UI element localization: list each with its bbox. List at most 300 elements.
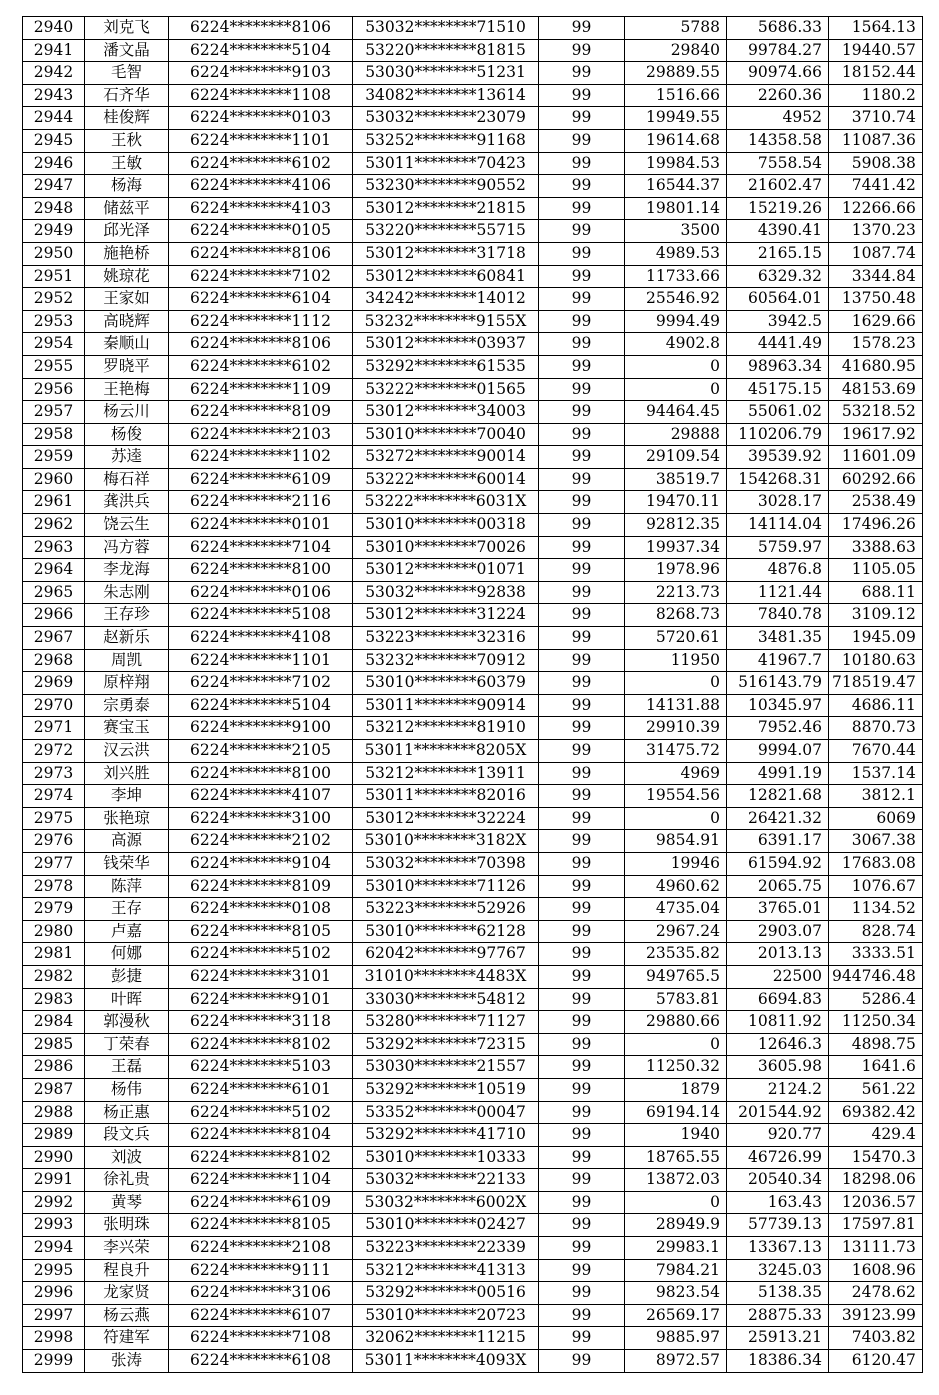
card-number-cell: 6224********1102 [169,446,353,469]
id-number-cell: 53010********62128 [353,920,539,943]
row-index-cell: 2970 [23,694,85,717]
amount-b-cell: 7558.54 [727,152,829,175]
card-number-cell: 6224********6109 [169,468,353,491]
code-cell: 99 [539,17,625,40]
row-index-cell: 2998 [23,1327,85,1350]
row-index-cell: 2967 [23,627,85,650]
amount-c-cell: 69382.42 [829,1101,923,1124]
table-row [23,39,923,62]
amount-b-cell: 2260.36 [727,84,829,107]
row-index-cell: 2968 [23,649,85,672]
name-cell: 高晓辉 [85,310,169,333]
id-number-cell: 34242********14012 [353,288,539,311]
row-index-cell: 2961 [23,491,85,514]
card-number-cell: 6224********5104 [169,694,353,717]
amount-c-cell: 1629.66 [829,310,923,333]
code-cell: 99 [539,1033,625,1056]
card-number-cell: 6224********2116 [169,491,353,514]
id-number-cell: 53352********00047 [353,1101,539,1124]
row-index-cell: 2952 [23,288,85,311]
row-index-cell: 2969 [23,672,85,695]
amount-c-cell: 10180.63 [829,649,923,672]
name-cell: 宗勇泰 [85,694,169,717]
amount-c-cell: 718519.47 [829,672,923,695]
row-index-cell: 2943 [23,84,85,107]
card-number-cell: 6224********3118 [169,1011,353,1034]
amount-b-cell: 3245.03 [727,1259,829,1282]
card-number-cell: 6224********6108 [169,1350,353,1373]
row-index-cell: 2940 [23,17,85,40]
id-number-cell: 53292********00516 [353,1282,539,1305]
amount-a-cell: 1879 [625,1078,727,1101]
name-cell: 杨伟 [85,1078,169,1101]
amount-b-cell: 45175.15 [727,378,829,401]
amount-c-cell: 15470.3 [829,1146,923,1169]
amount-b-cell: 110206.79 [727,423,829,446]
code-cell: 99 [539,491,625,514]
name-cell: 王艳梅 [85,378,169,401]
row-index-cell: 2988 [23,1101,85,1124]
amount-b-cell: 4441.49 [727,333,829,356]
id-number-cell: 53012********21815 [353,197,539,220]
card-number-cell: 6224********4108 [169,627,353,650]
table-row [23,1169,923,1192]
id-number-cell: 53230********90552 [353,175,539,198]
code-cell: 99 [539,852,625,875]
card-number-cell: 6224********7102 [169,672,353,695]
code-cell: 99 [539,129,625,152]
row-index-cell: 2942 [23,62,85,85]
card-number-cell: 6224********4107 [169,785,353,808]
name-cell: 杨云燕 [85,1304,169,1327]
amount-b-cell: 2013.13 [727,943,829,966]
amount-c-cell: 1564.13 [829,17,923,40]
id-number-cell: 53212********81910 [353,717,539,740]
code-cell: 99 [539,220,625,243]
table-row [23,1191,923,1214]
row-index-cell: 2987 [23,1078,85,1101]
name-cell: 毛智 [85,62,169,85]
row-index-cell: 2949 [23,220,85,243]
row-index-cell: 2997 [23,1304,85,1327]
amount-c-cell: 41680.95 [829,355,923,378]
table-body [23,17,923,1373]
amount-c-cell: 11601.09 [829,446,923,469]
table-row [23,581,923,604]
amount-a-cell: 19937.34 [625,536,727,559]
code-cell: 99 [539,152,625,175]
row-index-cell: 2953 [23,310,85,333]
amount-b-cell: 60564.01 [727,288,829,311]
amount-c-cell: 561.22 [829,1078,923,1101]
amount-b-cell: 22500 [727,965,829,988]
name-cell: 王敏 [85,152,169,175]
amount-b-cell: 25913.21 [727,1327,829,1350]
code-cell: 99 [539,39,625,62]
code-cell: 99 [539,988,625,1011]
amount-c-cell: 6120.47 [829,1350,923,1373]
amount-a-cell: 19470.11 [625,491,727,514]
amount-a-cell: 11250.32 [625,1056,727,1079]
amount-c-cell: 12266.66 [829,197,923,220]
card-number-cell: 6224********8105 [169,920,353,943]
amount-b-cell: 9994.07 [727,740,829,763]
name-cell: 李坤 [85,785,169,808]
amount-a-cell: 0 [625,378,727,401]
amount-a-cell: 4969 [625,762,727,785]
amount-b-cell: 7952.46 [727,717,829,740]
code-cell: 99 [539,559,625,582]
row-index-cell: 2973 [23,762,85,785]
code-cell: 99 [539,1056,625,1079]
card-number-cell: 6224********9111 [169,1259,353,1282]
amount-b-cell: 3765.01 [727,898,829,921]
amount-b-cell: 2165.15 [727,242,829,265]
card-number-cell: 6224********6101 [169,1078,353,1101]
amount-a-cell: 4960.62 [625,875,727,898]
amount-a-cell: 9823.54 [625,1282,727,1305]
amount-a-cell: 29889.55 [625,62,727,85]
name-cell: 叶晖 [85,988,169,1011]
amount-b-cell: 10345.97 [727,694,829,717]
amount-c-cell: 1105.05 [829,559,923,582]
amount-b-cell: 21602.47 [727,175,829,198]
id-number-cell: 53280********71127 [353,1011,539,1034]
row-index-cell: 2958 [23,423,85,446]
amount-a-cell: 5720.61 [625,627,727,650]
amount-a-cell: 8268.73 [625,604,727,627]
id-number-cell: 53032********23079 [353,107,539,130]
id-number-cell: 53010********00318 [353,514,539,537]
row-index-cell: 2993 [23,1214,85,1237]
id-number-cell: 53010********70040 [353,423,539,446]
code-cell: 99 [539,717,625,740]
amount-c-cell: 429.4 [829,1124,923,1147]
code-cell: 99 [539,468,625,491]
id-number-cell: 53292********72315 [353,1033,539,1056]
amount-b-cell: 2065.75 [727,875,829,898]
amount-b-cell: 3481.35 [727,627,829,650]
amount-b-cell: 5759.97 [727,536,829,559]
table-row [23,762,923,785]
row-index-cell: 2972 [23,740,85,763]
table-row [23,468,923,491]
amount-a-cell: 23535.82 [625,943,727,966]
id-number-cell: 53222********01565 [353,378,539,401]
amount-b-cell: 3028.17 [727,491,829,514]
amount-b-cell: 4991.19 [727,762,829,785]
amount-a-cell: 14131.88 [625,694,727,717]
amount-c-cell: 1180.2 [829,84,923,107]
table-row [23,355,923,378]
name-cell: 冯方蓉 [85,536,169,559]
row-index-cell: 2991 [23,1169,85,1192]
card-number-cell: 6224********8100 [169,559,353,582]
amount-b-cell: 57739.13 [727,1214,829,1237]
amount-b-cell: 154268.31 [727,468,829,491]
amount-a-cell: 0 [625,355,727,378]
card-number-cell: 6224********5104 [169,39,353,62]
row-index-cell: 2954 [23,333,85,356]
table-row [23,1146,923,1169]
amount-a-cell: 4735.04 [625,898,727,921]
card-number-cell: 6224********7108 [169,1327,353,1350]
row-index-cell: 2963 [23,536,85,559]
amount-a-cell: 5788 [625,17,727,40]
amount-b-cell: 61594.92 [727,852,829,875]
code-cell: 99 [539,830,625,853]
amount-c-cell: 1608.96 [829,1259,923,1282]
row-index-cell: 2999 [23,1350,85,1373]
code-cell: 99 [539,1327,625,1350]
code-cell: 99 [539,1146,625,1169]
amount-a-cell: 1516.66 [625,84,727,107]
row-index-cell: 2995 [23,1259,85,1282]
card-number-cell: 6224********6102 [169,355,353,378]
amount-b-cell: 5138.35 [727,1282,829,1305]
code-cell: 99 [539,1350,625,1373]
card-number-cell: 6224********1108 [169,84,353,107]
amount-b-cell: 18386.34 [727,1350,829,1373]
name-cell: 王秋 [85,129,169,152]
code-cell: 99 [539,401,625,424]
amount-b-cell: 15219.26 [727,197,829,220]
amount-b-cell: 920.77 [727,1124,829,1147]
amount-c-cell: 7403.82 [829,1327,923,1350]
code-cell: 99 [539,965,625,988]
name-cell: 梅石祥 [85,468,169,491]
id-number-cell: 53012********01071 [353,559,539,582]
amount-c-cell: 13750.48 [829,288,923,311]
id-number-cell: 53272********90014 [353,446,539,469]
name-cell: 杨俊 [85,423,169,446]
id-number-cell: 53232********9155X [353,310,539,333]
amount-b-cell: 46726.99 [727,1146,829,1169]
amount-c-cell: 18152.44 [829,62,923,85]
amount-b-cell: 3942.5 [727,310,829,333]
name-cell: 施艳桥 [85,242,169,265]
amount-c-cell: 2538.49 [829,491,923,514]
amount-b-cell: 4952 [727,107,829,130]
amount-a-cell: 19984.53 [625,152,727,175]
table-row [23,604,923,627]
row-index-cell: 2947 [23,175,85,198]
amount-b-cell: 26421.32 [727,807,829,830]
row-index-cell: 2960 [23,468,85,491]
code-cell: 99 [539,762,625,785]
table-row [23,62,923,85]
amount-b-cell: 14114.04 [727,514,829,537]
table-row [23,536,923,559]
name-cell: 彭捷 [85,965,169,988]
amount-c-cell: 7670.44 [829,740,923,763]
amount-c-cell: 12036.57 [829,1191,923,1214]
table-row [23,1124,923,1147]
name-cell: 李兴荣 [85,1237,169,1260]
amount-a-cell: 29840 [625,39,727,62]
amount-b-cell: 4390.41 [727,220,829,243]
amount-a-cell: 38519.7 [625,468,727,491]
card-number-cell: 6224********8109 [169,875,353,898]
code-cell: 99 [539,446,625,469]
code-cell: 99 [539,1011,625,1034]
id-number-cell: 53011********4093X [353,1350,539,1373]
amount-c-cell: 19440.57 [829,39,923,62]
amount-a-cell: 31475.72 [625,740,727,763]
name-cell: 刘波 [85,1146,169,1169]
id-number-cell: 53012********03937 [353,333,539,356]
card-number-cell: 6224********5102 [169,1101,353,1124]
table-row [23,852,923,875]
table-row [23,1304,923,1327]
amount-c-cell: 39123.99 [829,1304,923,1327]
table-row [23,1214,923,1237]
id-number-cell: 53032********6002X [353,1191,539,1214]
card-number-cell: 6224********2108 [169,1237,353,1260]
amount-a-cell: 2967.24 [625,920,727,943]
card-number-cell: 6224********2102 [169,830,353,853]
table-row [23,920,923,943]
table-row [23,242,923,265]
amount-c-cell: 3109.12 [829,604,923,627]
table-row [23,1327,923,1350]
card-number-cell: 6224********8100 [169,762,353,785]
table-row [23,627,923,650]
table-row [23,785,923,808]
table-row [23,197,923,220]
amount-a-cell: 11950 [625,649,727,672]
card-number-cell: 6224********8102 [169,1033,353,1056]
amount-a-cell: 29880.66 [625,1011,727,1034]
amount-c-cell: 53218.52 [829,401,923,424]
row-index-cell: 2957 [23,401,85,424]
amount-a-cell: 26569.17 [625,1304,727,1327]
amount-c-cell: 17683.08 [829,852,923,875]
amount-c-cell: 18298.06 [829,1169,923,1192]
amount-a-cell: 19554.56 [625,785,727,808]
amount-b-cell: 10811.92 [727,1011,829,1034]
amount-c-cell: 5908.38 [829,152,923,175]
card-number-cell: 6224********9103 [169,62,353,85]
card-number-cell: 6224********7104 [169,536,353,559]
amount-c-cell: 1076.67 [829,875,923,898]
amount-c-cell: 3344.84 [829,265,923,288]
row-index-cell: 2980 [23,920,85,943]
id-number-cell: 53032********92838 [353,581,539,604]
amount-c-cell: 4686.11 [829,694,923,717]
amount-a-cell: 16544.37 [625,175,727,198]
row-index-cell: 2944 [23,107,85,130]
card-number-cell: 6224********0103 [169,107,353,130]
table-row [23,875,923,898]
table-row [23,491,923,514]
table-row [23,1259,923,1282]
name-cell: 赛宝玉 [85,717,169,740]
name-cell: 刘兴胜 [85,762,169,785]
card-number-cell: 6224********5103 [169,1056,353,1079]
amount-c-cell: 60292.66 [829,468,923,491]
name-cell: 张艳琼 [85,807,169,830]
name-cell: 丁荣春 [85,1033,169,1056]
code-cell: 99 [539,242,625,265]
row-index-cell: 2978 [23,875,85,898]
amount-c-cell: 3067.38 [829,830,923,853]
name-cell: 王家如 [85,288,169,311]
row-index-cell: 2979 [23,898,85,921]
id-number-cell: 53011********70423 [353,152,539,175]
table-row [23,1282,923,1305]
amount-c-cell: 6069 [829,807,923,830]
amount-b-cell: 13367.13 [727,1237,829,1260]
amount-a-cell: 0 [625,1191,727,1214]
code-cell: 99 [539,672,625,695]
code-cell: 99 [539,1124,625,1147]
id-number-cell: 53010********20723 [353,1304,539,1327]
table-row [23,672,923,695]
card-number-cell: 6224********6107 [169,1304,353,1327]
name-cell: 汉云洪 [85,740,169,763]
amount-b-cell: 41967.7 [727,649,829,672]
amount-b-cell: 201544.92 [727,1101,829,1124]
name-cell: 程良升 [85,1259,169,1282]
table-row [23,310,923,333]
amount-b-cell: 28875.33 [727,1304,829,1327]
row-index-cell: 2956 [23,378,85,401]
amount-c-cell: 944746.48 [829,965,923,988]
name-cell: 姚琼花 [85,265,169,288]
table-row [23,17,923,40]
code-cell: 99 [539,1101,625,1124]
amount-a-cell: 25546.92 [625,288,727,311]
row-index-cell: 2959 [23,446,85,469]
name-cell: 段文兵 [85,1124,169,1147]
id-number-cell: 53212********41313 [353,1259,539,1282]
name-cell: 符建军 [85,1327,169,1350]
code-cell: 99 [539,920,625,943]
amount-a-cell: 29109.54 [625,446,727,469]
name-cell: 黄琴 [85,1191,169,1214]
amount-a-cell: 0 [625,672,727,695]
card-number-cell: 6224********8106 [169,333,353,356]
card-number-cell: 6224********9100 [169,717,353,740]
table-row [23,807,923,830]
data-table [22,16,923,1373]
name-cell: 刘克飞 [85,17,169,40]
amount-a-cell: 18765.55 [625,1146,727,1169]
name-cell: 王存珍 [85,604,169,627]
table-row [23,740,923,763]
row-index-cell: 2989 [23,1124,85,1147]
code-cell: 99 [539,875,625,898]
table-row [23,401,923,424]
amount-c-cell: 17496.26 [829,514,923,537]
amount-b-cell: 2903.07 [727,920,829,943]
amount-b-cell: 98963.34 [727,355,829,378]
amount-a-cell: 29888 [625,423,727,446]
amount-a-cell: 7984.21 [625,1259,727,1282]
row-index-cell: 2962 [23,514,85,537]
amount-a-cell: 13872.03 [625,1169,727,1192]
id-number-cell: 53223********22339 [353,1237,539,1260]
amount-c-cell: 828.74 [829,920,923,943]
table-row [23,943,923,966]
amount-b-cell: 90974.66 [727,62,829,85]
row-index-cell: 2945 [23,129,85,152]
amount-a-cell: 3500 [625,220,727,243]
code-cell: 99 [539,943,625,966]
code-cell: 99 [539,1259,625,1282]
amount-b-cell: 12821.68 [727,785,829,808]
